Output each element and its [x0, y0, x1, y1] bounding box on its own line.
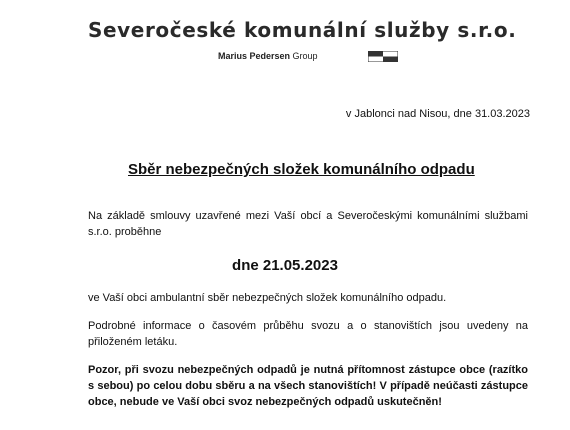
collection-date: dne 21.05.2023: [232, 257, 338, 274]
warning-paragraph: Pozor, při svozu nebezpečných odpadů je nutná přítomnost zástupce obce (razítko s sebou) po celou dobu sběru a na všech stanovištích! V případě neúčasti zástupce obce, nebude ve Vaší obci svoz nebezpečných odpadů uskutečněn!: [88, 364, 528, 408]
intro-paragraph: Na základě smlouvy uzavřené mezi Vaší obcí a Severočeskými komunálními službami s.r.o. proběhne: [88, 210, 528, 238]
company-logo-icon: [368, 51, 398, 62]
group-name-bold: Marius Pedersen: [218, 51, 291, 61]
date-line: v Jablonci nad Nisou, dne 31.03.2023: [345, 108, 530, 120]
group-name: [218, 51, 318, 61]
collection-paragraph: ve Vaší obci ambulantní sběr nebezpečných složek komunálního odpadu.: [88, 292, 447, 304]
company-name: Severočeské komunální služby s.r.o.: [88, 18, 517, 42]
group-name-light: Group: [292, 51, 318, 61]
details-paragraph: Podrobné informace o časovém průběhu svozu a o stanovištích jsou uvedeny na přiloženém letáku.: [88, 320, 528, 348]
document-title: Sběr nebezpečných složek komunálního odpadu: [128, 161, 475, 178]
